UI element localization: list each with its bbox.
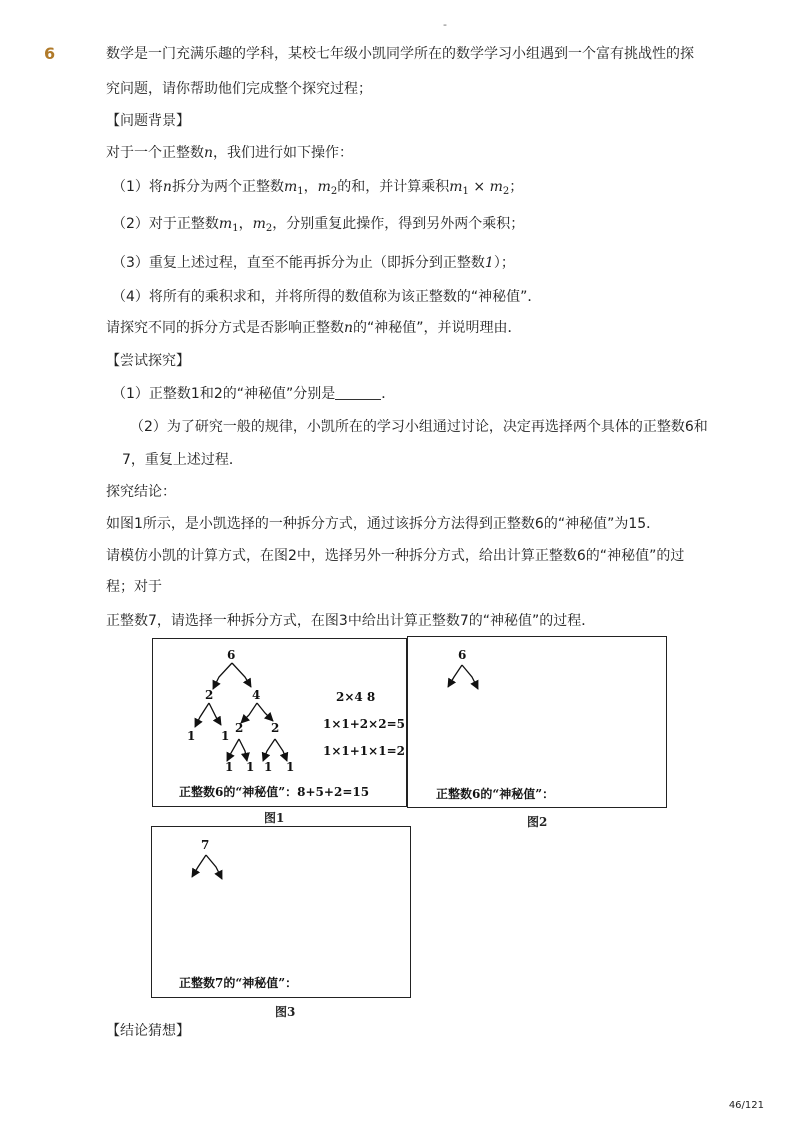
arrow	[241, 703, 257, 723]
try-2-line-1: （2）为了研究一般的规律，小凯所在的学习小组通过讨论，决定再选择两个具体的正整数6和	[130, 419, 708, 435]
f1-node: 4	[252, 688, 261, 702]
answer-blank[interactable]	[335, 385, 381, 400]
page-number: 46/121	[728, 1100, 764, 1111]
figure-3-caption: 图3	[275, 1005, 296, 1019]
arrow	[195, 703, 209, 727]
arrow	[209, 703, 221, 725]
arrow	[232, 663, 251, 687]
arrow	[239, 739, 247, 761]
figure-2-box	[407, 636, 667, 808]
intro-line-2: 究问题，请你帮助他们完成整个探究过程；	[106, 81, 372, 97]
try-1: （1）正整数1和2的“神秘值”分别是 ．	[112, 386, 396, 402]
f2-label: 正整数6的“神秘值”：	[436, 787, 555, 801]
figure-3-tree	[152, 827, 410, 997]
f1-node: 2	[205, 688, 214, 702]
arrow	[257, 703, 273, 721]
f2-root: 6	[458, 648, 467, 662]
f1-node: 2	[235, 721, 244, 735]
arrow	[213, 663, 232, 689]
f1-leaf: 1	[264, 760, 273, 774]
f3-label: 正整数7的“神秘值”：	[179, 976, 298, 990]
conclusion-line-2: 请模仿小凯的计算方式，在图2中，选择另外一种拆分方式，给出计算正整数6的“神秘值”的过	[106, 548, 685, 564]
conclusion-line-4: 正整数7，请选择一种拆分方式，在图3中给出计算正整数7的“神秘值”的过程．	[106, 613, 596, 629]
figure-1-tree	[153, 639, 406, 806]
step-4: （4）将所有的乘积求和，并将所得的数值称为该正整数的“神秘值”．	[112, 289, 542, 305]
figure-1-box	[152, 638, 407, 807]
arrow	[206, 855, 222, 879]
try-2-line-2: 7，重复上述过程．	[122, 452, 243, 468]
f1-node: 1	[187, 729, 196, 743]
f1-leaf: 1	[286, 760, 295, 774]
section-try: 【尝试探究】	[106, 353, 190, 369]
figure-3-box	[151, 826, 411, 998]
f1-eq-1: 2×4 8	[336, 690, 376, 704]
f3-root: 7	[201, 838, 210, 852]
f1-root: 6	[227, 648, 236, 662]
f1-eq-3: 1×1+1×1=2	[323, 744, 405, 758]
explore-heading: 探究结论：	[106, 484, 176, 500]
background-text: 对于一个正整数n，我们进行如下操作：	[106, 145, 354, 161]
arrow	[263, 739, 275, 761]
arrow	[192, 855, 206, 877]
f1-leaf: 1	[246, 760, 255, 774]
conclusion-line-1: 如图1所示，是小凯选择的一种拆分方式，通过该拆分方法得到正整数6的“神秘值”为15．	[106, 516, 661, 532]
step-2: （2）对于正整数$m_1$，$m_2$，分别重复此操作，得到另外两个乘积；	[112, 216, 525, 234]
figure-2-caption: 图2	[527, 815, 548, 829]
arrow	[275, 739, 287, 761]
step-1: （1）将n拆分为两个正整数$m_1$，$m_2$的和，并计算乘积$m_1 \times m_2$；	[112, 179, 524, 197]
intro-line-1: 数学是一门充满乐趣的学科，某校七年级小凯同学所在的数学学习小组遇到一个富有挑战性的探	[106, 46, 694, 62]
figure-2-tree	[408, 637, 666, 807]
f1-node: 2	[271, 721, 280, 735]
arrow	[448, 665, 462, 687]
f1-node: 1	[221, 729, 230, 743]
f1-leaf: 1	[225, 760, 234, 774]
question-number: 6	[44, 44, 56, 63]
question-ask: 请探究不同的拆分方式是否影响正整数n的“神秘值”，并说明理由．	[106, 320, 522, 336]
arrow	[462, 665, 478, 689]
section-background: 【问题背景】	[106, 113, 190, 129]
f1-eq-2: 1×1+2×2=5	[323, 717, 405, 731]
figure-1-caption: 图1	[264, 811, 285, 825]
f1-total: 正整数6的“神秘值”：8+5+2=15	[179, 785, 370, 799]
section-conclusion: 【结论猜想】	[106, 1023, 190, 1039]
step-3: （3）重复上述过程，直至不能再拆分为止（即拆分到正整数1）；	[112, 255, 515, 271]
conclusion-line-3: 程；对于	[106, 579, 162, 595]
header-mark: -	[443, 18, 447, 31]
